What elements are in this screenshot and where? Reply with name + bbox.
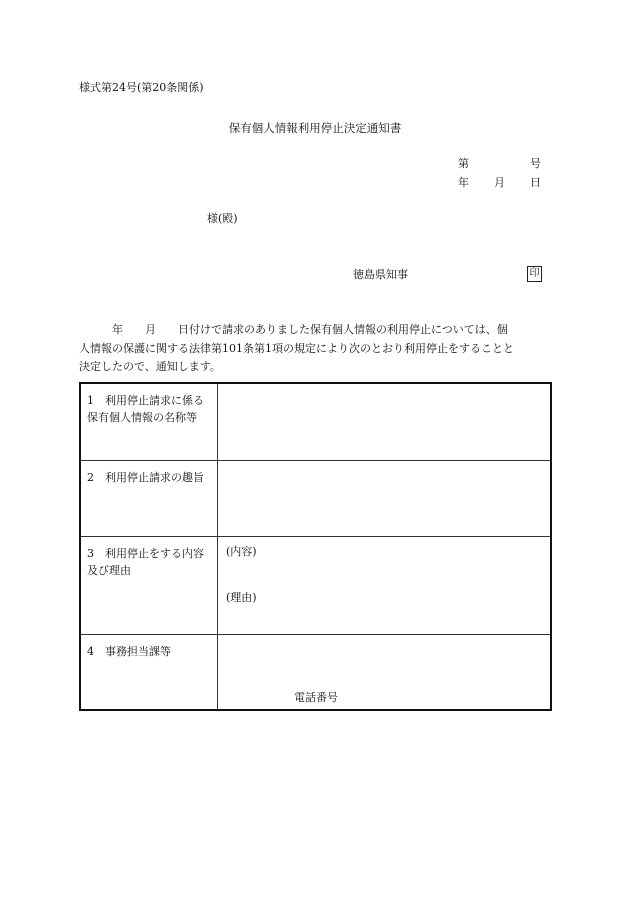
document-title: 保有個人情報利用停止決定通知書 (228, 121, 402, 135)
row-value-field[interactable] (218, 635, 550, 709)
reference-number-suffix: 号 (530, 157, 541, 170)
seal-mark: 印 (527, 266, 542, 282)
row-label-line: 及び理由 (87, 564, 131, 577)
table-row-office (81, 634, 550, 709)
row-label (81, 635, 218, 709)
row-value-field[interactable] (218, 461, 550, 537)
body-line: 決定したので、通知します。 (79, 360, 221, 373)
row-label-line: 1 利用停止請求に係る (87, 394, 204, 407)
phone-number-label: 電話番号 (294, 691, 338, 704)
row-label-line: 3 利用停止をする内容 (87, 547, 204, 560)
notice-table (79, 382, 552, 711)
row-label (81, 461, 218, 537)
row-value-field[interactable] (218, 384, 550, 460)
date-month-label: 月 (494, 176, 505, 189)
row-label-line: 4 事務担当課等 (87, 645, 171, 658)
content-label: (内容) (226, 545, 257, 558)
table-row-target-info (81, 384, 550, 460)
sender-name: 徳島県知事 (353, 268, 408, 281)
row-value-field[interactable] (218, 537, 550, 635)
table-row-purpose (81, 460, 550, 537)
row-label (81, 384, 218, 460)
row-label (81, 537, 218, 635)
row-label-line: 保有個人情報の名称等 (87, 411, 197, 424)
table-row-content-reason (81, 536, 550, 635)
date-year-label: 年 (458, 176, 469, 189)
reason-label: (理由) (226, 591, 257, 604)
notice-body (79, 321, 555, 377)
form-number: 様式第24号(第20条関係) (79, 81, 204, 94)
body-line: 年 月 日付けで請求のありました保有個人情報の利用停止については、個 (79, 323, 508, 336)
row-label-line: 2 利用停止請求の趣旨 (87, 471, 204, 484)
reference-number-prefix: 第 (458, 157, 469, 170)
date-day-label: 日 (530, 176, 541, 189)
addressee-honorific: 様(殿) (207, 212, 238, 225)
body-line: 人情報の保護に関する法律第101条第1項の規定により次のとおり利用停止をすることと (79, 341, 514, 355)
